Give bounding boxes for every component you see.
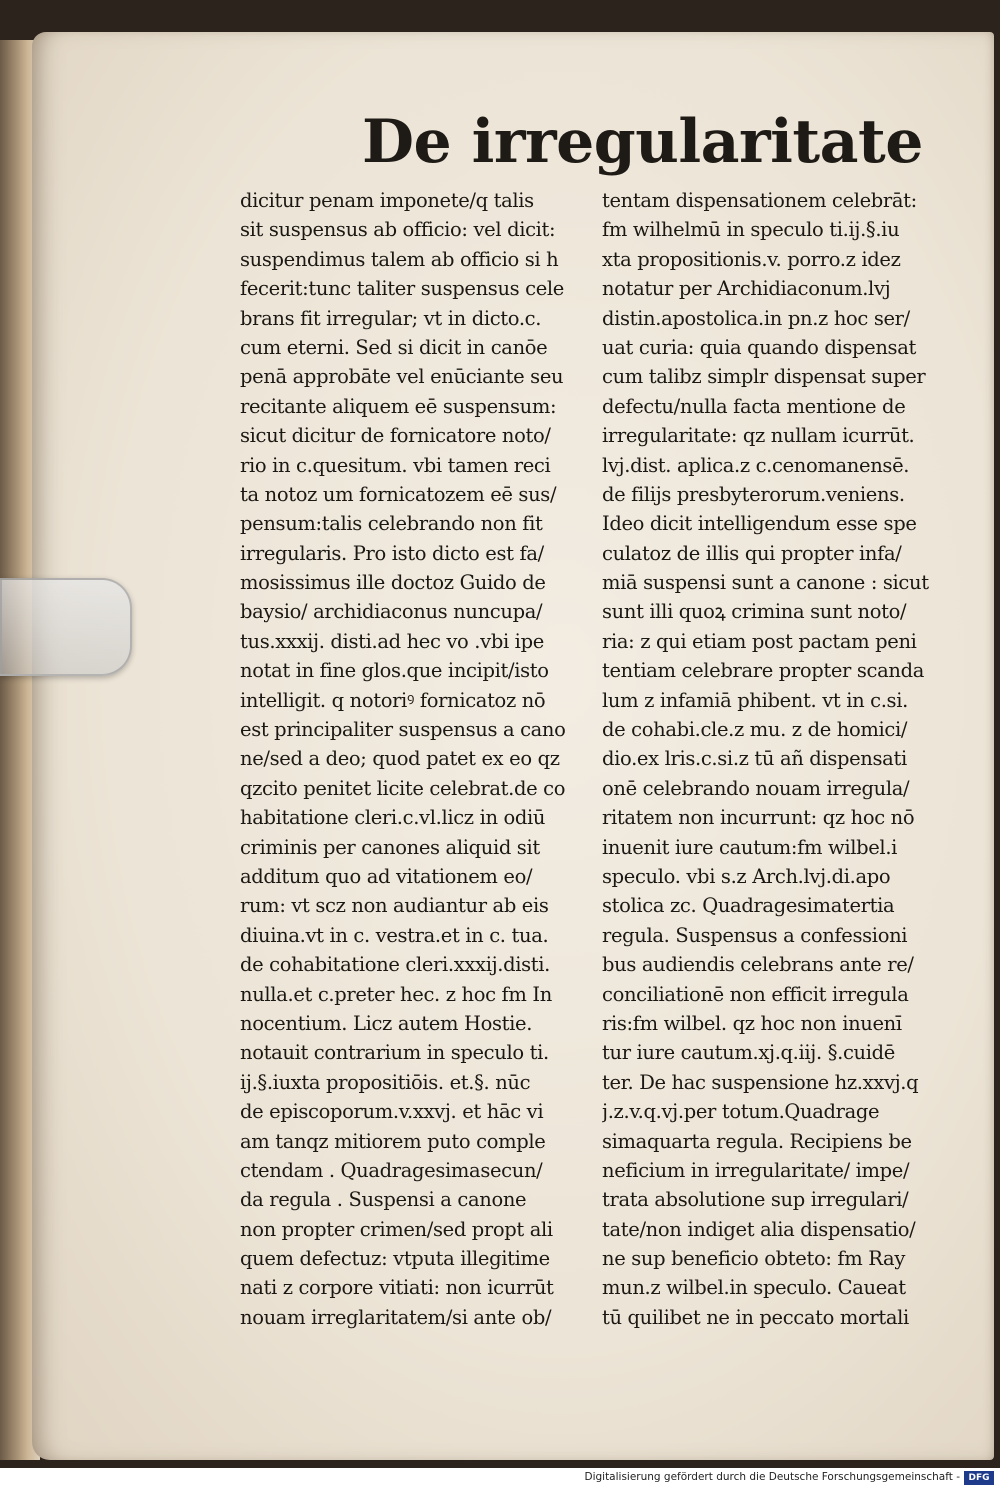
text-line: additum quo ad vitationem eo/: [240, 864, 533, 888]
text-line: tentiam celebrare propter scanda: [602, 659, 924, 683]
text-line: ne/sed a deo; quod patet ex eo qz: [240, 747, 560, 771]
text-line: nati z corpore vitiati: non icurrūt: [240, 1276, 554, 1300]
text-line: intelligit. q notoriꝰ fornicatoz nō: [240, 688, 546, 712]
text-line: trata absolutione sup irregulari/: [602, 1188, 909, 1212]
text-line: ne sup beneficio obteto: fm Ray: [602, 1247, 905, 1271]
text-line: diuina.vt in c. vestra.et in c. tua.: [240, 923, 549, 947]
text-line: de cohabitatione cleri.xxxij.disti.: [240, 953, 551, 977]
text-line: baysio/ archidiaconus nuncupa/: [240, 600, 543, 624]
text-line: dicitur penam imponete/q talis: [240, 189, 534, 212]
text-line: stolica zc. Quadragesimatertia: [602, 894, 895, 918]
text-line: lvj.dist. aplica.z c.cenomanensē.: [602, 453, 910, 477]
text-line: lum z infamiā phibent. vt in c.si.: [602, 688, 908, 712]
text-line: neficium in irregularitate/ impe/: [602, 1158, 910, 1182]
page-clip: [0, 578, 132, 676]
text-line: quem defectuz: vtputa illegitime: [240, 1247, 550, 1271]
text-line: xta propositionis.v. porro.z idez: [602, 247, 901, 271]
text-line: tentam dispensationem celebrāt:: [602, 189, 917, 212]
text-line: de filijs presbyterorum.veniens.: [602, 482, 905, 506]
text-line: ta notoz um fornicatozem eē sus/: [240, 482, 557, 506]
text-line: cum talibz simplr dispensat super: [602, 365, 926, 389]
text-line: brans fit irregular; vt in dicto.c.: [240, 306, 542, 330]
text-line: criminis per canones aliquid sit: [240, 835, 540, 859]
text-line: fm wilhelmū in speculo ti.ij.§.iu: [602, 218, 900, 242]
text-line: fecerit:tunc taliter suspensus cele: [240, 277, 565, 301]
text-line: notatur per Archidiaconum.lvj: [602, 277, 891, 301]
text-line: am tanqz mitiorem puto comple: [240, 1129, 546, 1153]
text-line: tur iure cautum.xj.q.iij. §.cuidē: [602, 1041, 895, 1065]
text-line: tū quilibet ne in peccato mortali: [602, 1305, 909, 1329]
text-line: de cohabi.cle.z mu. z de homici/: [602, 718, 908, 742]
text-line: suspendimus talem ab officio si h: [240, 247, 559, 271]
text-line: notat in fine glos.que incipit/isto: [240, 659, 549, 683]
page-heading: De irregularitate: [362, 107, 923, 177]
text-line: nulla.et c.preter hec. z hoc fm In: [240, 982, 552, 1006]
text-line: j.z.v.q.vj.per totum.Quadrage: [602, 1100, 880, 1124]
footer-credit: Digitalisierung gefördert durch die Deutsche Forschungsgemeinschaft -: [584, 1471, 960, 1483]
text-line: tate/non indiget alia dispensatio/: [602, 1217, 916, 1241]
text-line: bus audiendis celebrans ante re/: [602, 953, 914, 977]
text-line: defectu/nulla facta mentione de: [602, 394, 906, 418]
text-line: sunt illi quoꝝ crimina sunt noto/: [602, 600, 907, 624]
text-line: ris:fm wilbel. qz hoc non inuenī: [602, 1011, 902, 1035]
text-line: irregularitate: qz nullam icurrūt.: [602, 424, 915, 448]
text-line: regula. Suspensus a confessioni: [602, 923, 908, 947]
text-line: sicut dicitur de fornicatore noto/: [240, 424, 551, 448]
text-line: nouam irreglaritatem/si ante ob/: [240, 1305, 552, 1329]
text-line: miā suspensi sunt a canone : sicut: [602, 571, 929, 595]
text-line: distin.apostolica.in pn.z hoc ser/: [602, 306, 910, 330]
text-line: da regula . Suspensi a canone: [240, 1188, 527, 1212]
text-line: conciliationē non efficit irregula: [602, 982, 909, 1006]
text-line: ria: z qui etiam post pactam peni: [602, 629, 917, 653]
text-line: ter. De hac suspensione hz.xxvj.q: [602, 1070, 919, 1094]
text-line: culatoz de illis qui propter infa/: [602, 541, 902, 565]
text-line: irregularis. Pro isto dicto est fa/: [240, 541, 544, 565]
footer-bar: [0, 1468, 1000, 1488]
text-line: est principaliter suspensus a cano: [240, 718, 566, 742]
text-line: tus.xxxij. disti.ad hec vo .vbi ipe: [240, 629, 544, 653]
text-line: rio in c.quesitum. vbi tamen reci: [240, 453, 551, 477]
text-line: pensum:talis celebrando non fit: [240, 512, 543, 536]
text-line: notauit contrarium in speculo ti.: [240, 1041, 549, 1065]
text-line: qzcito penitet licite celebrat.de co: [240, 776, 566, 800]
text-line: uat curia: quia quando dispensat: [602, 335, 916, 359]
text-line: habitatione cleri.c.vl.licz in odiū: [240, 806, 546, 830]
text-line: ritatem non incurrunt: qz hoc nō: [602, 806, 915, 830]
text-line: inuenit iure cautum:fm wilbel.i: [602, 835, 898, 859]
text-line: recitante aliquem eē suspensum:: [240, 394, 557, 418]
text-line: speculo. vbi s.z Arch.lvj.di.apo: [602, 864, 891, 888]
text-line: ij.§.iuxta propositiōis. et.§. nūc: [240, 1070, 531, 1094]
text-line: onē celebrando nouam irregula/: [602, 776, 910, 800]
text-line: ctendam . Quadragesimasecun/: [240, 1158, 543, 1182]
text-line: mun.z wilbel.in speculo. Caueat: [602, 1276, 906, 1300]
text-line: Ideo dicit intelligendum esse spe: [602, 512, 917, 536]
text-line: mosissimus ille doctoz Guido de: [240, 571, 546, 595]
text-line: simaquarta regula. Recipiens be: [602, 1129, 912, 1153]
dfg-logo: DFG: [964, 1471, 994, 1485]
text-line: de episcoporum.v.xxvj. et hāc vi: [240, 1100, 544, 1124]
text-column-left: [240, 186, 592, 1332]
text-line: dio.ex lris.c.si.z tū añ dispensati: [602, 747, 907, 771]
text-line: nocentium. Licz autem Hostie.: [240, 1011, 533, 1035]
text-line: penā approbāte vel enūciante seu: [240, 365, 564, 389]
text-line: non propter crimen/sed propt ali: [240, 1217, 553, 1241]
text-line: rum: vt scz non audiantur ab eis: [240, 894, 549, 918]
text-column-right: [602, 186, 962, 1332]
text-line: sit suspensus ab officio: vel dicit:: [240, 218, 556, 242]
text-line: cum eterni. Sed si dicit in canōe: [240, 335, 548, 359]
